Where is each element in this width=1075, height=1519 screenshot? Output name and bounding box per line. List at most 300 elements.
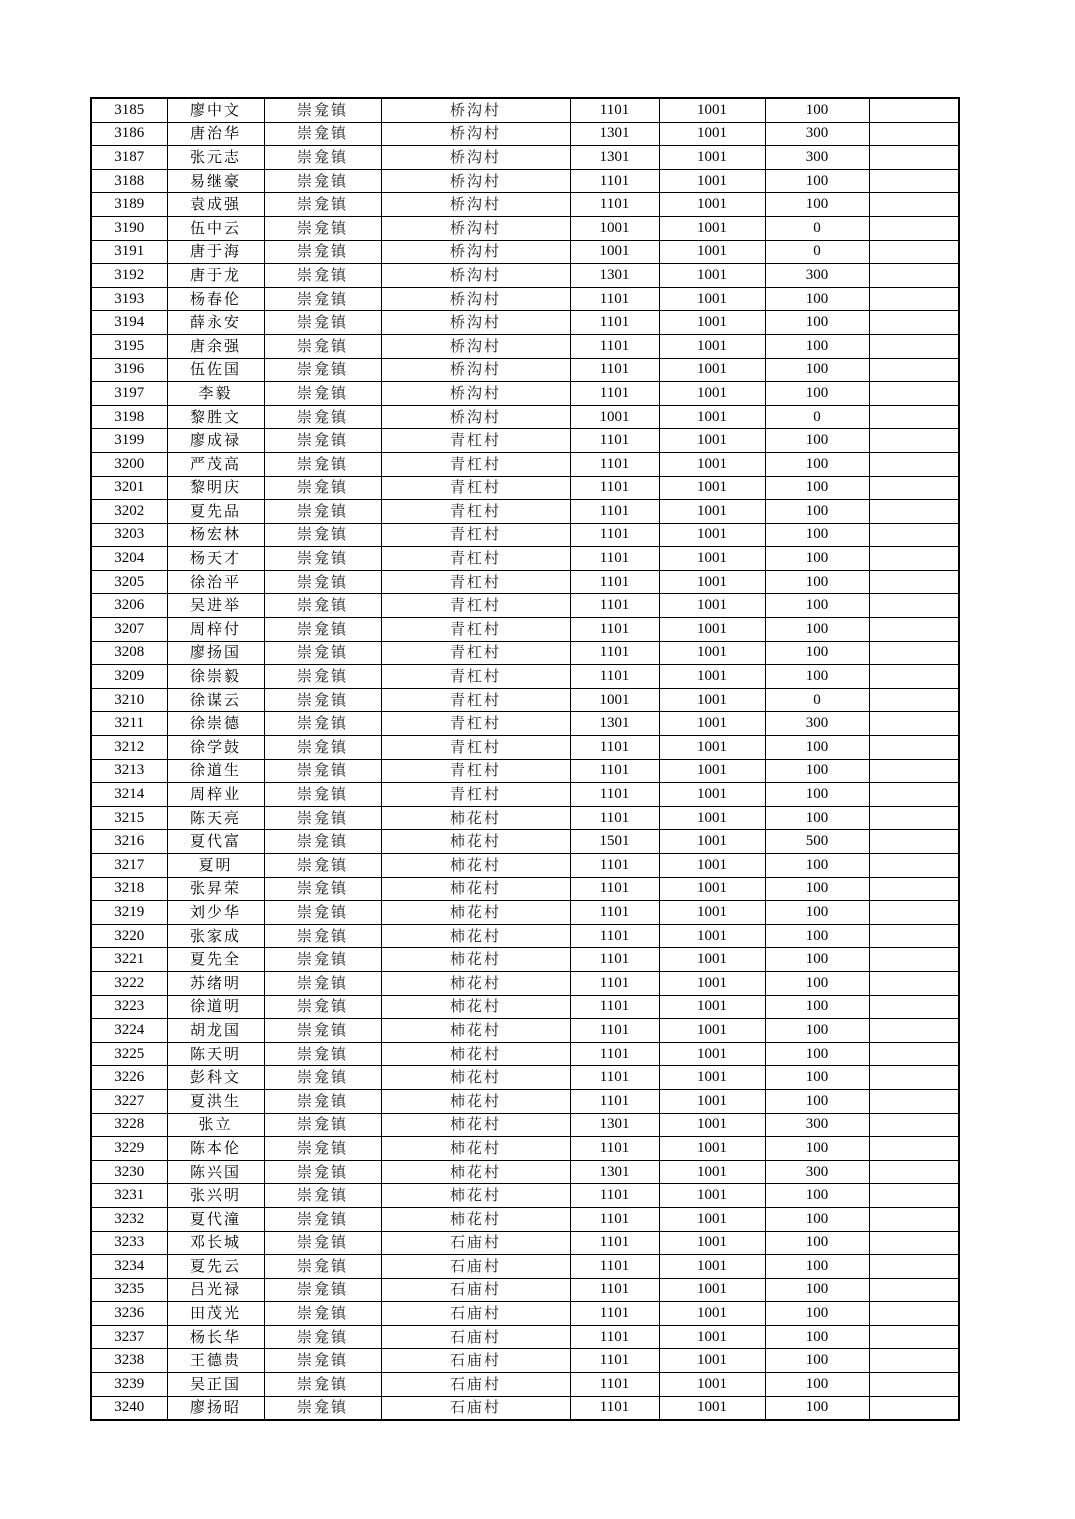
code-2-cell: 1001 [659, 901, 765, 925]
row-number-cell: 3190 [91, 216, 167, 240]
row-number-cell: 3225 [91, 1042, 167, 1066]
name-cell: 胡龙国 [167, 1019, 264, 1043]
row-number-cell: 3206 [91, 594, 167, 618]
village-cell: 桥沟村 [381, 216, 570, 240]
blank-cell [869, 1302, 959, 1326]
amount-cell: 100 [765, 665, 869, 689]
name-cell: 陈天明 [167, 1042, 264, 1066]
blank-cell [869, 1160, 959, 1184]
table-row [91, 264, 959, 288]
table-row [91, 1231, 959, 1255]
row-number-cell: 3200 [91, 452, 167, 476]
amount-cell: 300 [765, 712, 869, 736]
blank-cell [869, 570, 959, 594]
code-2-cell: 1001 [659, 688, 765, 712]
amount-cell: 300 [765, 264, 869, 288]
amount-cell: 100 [765, 1373, 869, 1397]
village-cell: 石庙村 [381, 1302, 570, 1326]
town-cell: 崇龛镇 [264, 264, 381, 288]
code-1-cell: 1101 [570, 476, 659, 500]
blank-cell [869, 358, 959, 382]
code-2-cell: 1001 [659, 641, 765, 665]
table-row [91, 1042, 959, 1066]
code-1-cell: 1101 [570, 1066, 659, 1090]
code-2-cell: 1001 [659, 429, 765, 453]
village-cell: 柿花村 [381, 971, 570, 995]
amount-cell: 100 [765, 358, 869, 382]
code-2-cell: 1001 [659, 665, 765, 689]
amount-cell: 100 [765, 311, 869, 335]
code-1-cell: 1101 [570, 1302, 659, 1326]
town-cell: 崇龛镇 [264, 712, 381, 736]
town-cell: 崇龛镇 [264, 665, 381, 689]
code-1-cell: 1101 [570, 759, 659, 783]
amount-cell: 100 [765, 971, 869, 995]
row-number-cell: 3193 [91, 287, 167, 311]
amount-cell: 100 [765, 1349, 869, 1373]
row-number-cell: 3211 [91, 712, 167, 736]
town-cell: 崇龛镇 [264, 1066, 381, 1090]
code-2-cell: 1001 [659, 995, 765, 1019]
blank-cell [869, 122, 959, 146]
village-cell: 青杠村 [381, 547, 570, 571]
code-2-cell: 1001 [659, 169, 765, 193]
name-cell: 周梓付 [167, 618, 264, 642]
table-row [91, 429, 959, 453]
name-cell: 苏绪明 [167, 971, 264, 995]
code-2-cell: 1001 [659, 1184, 765, 1208]
code-2-cell: 1001 [659, 382, 765, 406]
town-cell: 崇龛镇 [264, 1302, 381, 1326]
amount-cell: 100 [765, 1042, 869, 1066]
village-cell: 桥沟村 [381, 287, 570, 311]
code-2-cell: 1001 [659, 1160, 765, 1184]
village-cell: 柿花村 [381, 806, 570, 830]
code-1-cell: 1101 [570, 1396, 659, 1420]
code-2-cell: 1001 [659, 736, 765, 760]
code-2-cell: 1001 [659, 240, 765, 264]
row-number-cell: 3199 [91, 429, 167, 453]
code-2-cell: 1001 [659, 1019, 765, 1043]
amount-cell: 100 [765, 500, 869, 524]
town-cell: 崇龛镇 [264, 1255, 381, 1279]
village-cell: 柿花村 [381, 854, 570, 878]
town-cell: 崇龛镇 [264, 759, 381, 783]
town-cell: 崇龛镇 [264, 971, 381, 995]
amount-cell: 100 [765, 476, 869, 500]
town-cell: 崇龛镇 [264, 1089, 381, 1113]
town-cell: 崇龛镇 [264, 547, 381, 571]
code-1-cell: 1101 [570, 1325, 659, 1349]
town-cell: 崇龛镇 [264, 500, 381, 524]
amount-cell: 100 [765, 169, 869, 193]
town-cell: 崇龛镇 [264, 122, 381, 146]
name-cell: 张兴明 [167, 1184, 264, 1208]
town-cell: 崇龛镇 [264, 854, 381, 878]
row-number-cell: 3188 [91, 169, 167, 193]
table-row [91, 1184, 959, 1208]
name-cell: 刘少华 [167, 901, 264, 925]
name-cell: 张昇荣 [167, 877, 264, 901]
blank-cell [869, 98, 959, 122]
code-1-cell: 1101 [570, 1278, 659, 1302]
table-row [91, 98, 959, 122]
table-row [91, 948, 959, 972]
blank-cell [869, 547, 959, 571]
amount-cell: 100 [765, 736, 869, 760]
amount-cell: 100 [765, 429, 869, 453]
amount-cell: 100 [765, 1278, 869, 1302]
code-2-cell: 1001 [659, 783, 765, 807]
code-2-cell: 1001 [659, 452, 765, 476]
code-2-cell: 1001 [659, 547, 765, 571]
amount-cell: 100 [765, 547, 869, 571]
table-row [91, 877, 959, 901]
town-cell: 崇龛镇 [264, 1373, 381, 1397]
table-row [91, 287, 959, 311]
row-number-cell: 3217 [91, 854, 167, 878]
name-cell: 唐于海 [167, 240, 264, 264]
village-cell: 桥沟村 [381, 98, 570, 122]
amount-cell: 100 [765, 1207, 869, 1231]
town-cell: 崇龛镇 [264, 1113, 381, 1137]
table-row [91, 1137, 959, 1161]
table-row [91, 1066, 959, 1090]
village-cell: 桥沟村 [381, 146, 570, 170]
name-cell: 易继豪 [167, 169, 264, 193]
row-number-cell: 3233 [91, 1231, 167, 1255]
town-cell: 崇龛镇 [264, 1137, 381, 1161]
amount-cell: 100 [765, 1255, 869, 1279]
name-cell: 彭科文 [167, 1066, 264, 1090]
name-cell: 陈本伦 [167, 1137, 264, 1161]
amount-cell: 100 [765, 948, 869, 972]
blank-cell [869, 523, 959, 547]
amount-cell: 300 [765, 1113, 869, 1137]
code-1-cell: 1101 [570, 523, 659, 547]
blank-cell [869, 783, 959, 807]
name-cell: 徐崇毅 [167, 665, 264, 689]
row-number-cell: 3207 [91, 618, 167, 642]
town-cell: 崇龛镇 [264, 924, 381, 948]
table-row [91, 736, 959, 760]
code-1-cell: 1101 [570, 783, 659, 807]
blank-cell [869, 665, 959, 689]
town-cell: 崇龛镇 [264, 1160, 381, 1184]
table-row [91, 641, 959, 665]
row-number-cell: 3219 [91, 901, 167, 925]
blank-cell [869, 1349, 959, 1373]
table-row [91, 547, 959, 571]
blank-cell [869, 1089, 959, 1113]
code-1-cell: 1101 [570, 1184, 659, 1208]
table-row [91, 405, 959, 429]
blank-cell [869, 901, 959, 925]
row-number-cell: 3231 [91, 1184, 167, 1208]
code-1-cell: 1101 [570, 806, 659, 830]
row-number-cell: 3198 [91, 405, 167, 429]
blank-cell [869, 240, 959, 264]
blank-cell [869, 1255, 959, 1279]
name-cell: 王德贵 [167, 1349, 264, 1373]
code-1-cell: 1001 [570, 405, 659, 429]
table-row [91, 688, 959, 712]
row-number-cell: 3228 [91, 1113, 167, 1137]
name-cell: 夏代富 [167, 830, 264, 854]
code-2-cell: 1001 [659, 523, 765, 547]
blank-cell [869, 1373, 959, 1397]
row-number-cell: 3230 [91, 1160, 167, 1184]
code-2-cell: 1001 [659, 570, 765, 594]
table-row [91, 924, 959, 948]
blank-cell [869, 924, 959, 948]
name-cell: 廖中文 [167, 98, 264, 122]
name-cell: 唐于龙 [167, 264, 264, 288]
village-cell: 石庙村 [381, 1396, 570, 1420]
amount-cell: 100 [765, 924, 869, 948]
row-number-cell: 3209 [91, 665, 167, 689]
town-cell: 崇龛镇 [264, 1325, 381, 1349]
table-row [91, 854, 959, 878]
village-cell: 青杠村 [381, 476, 570, 500]
table-row [91, 476, 959, 500]
name-cell: 徐谋云 [167, 688, 264, 712]
table-row [91, 806, 959, 830]
code-1-cell: 1101 [570, 594, 659, 618]
code-2-cell: 1001 [659, 712, 765, 736]
row-number-cell: 3205 [91, 570, 167, 594]
name-cell: 黎胜文 [167, 405, 264, 429]
code-2-cell: 1001 [659, 1137, 765, 1161]
village-cell: 桥沟村 [381, 358, 570, 382]
town-cell: 崇龛镇 [264, 830, 381, 854]
name-cell: 陈天亮 [167, 806, 264, 830]
code-2-cell: 1001 [659, 759, 765, 783]
name-cell: 夏先全 [167, 948, 264, 972]
name-cell: 唐余强 [167, 334, 264, 358]
code-2-cell: 1001 [659, 216, 765, 240]
row-number-cell: 3194 [91, 311, 167, 335]
name-cell: 廖扬昭 [167, 1396, 264, 1420]
village-cell: 青杠村 [381, 452, 570, 476]
code-1-cell: 1301 [570, 712, 659, 736]
code-2-cell: 1001 [659, 311, 765, 335]
row-number-cell: 3235 [91, 1278, 167, 1302]
village-cell: 柿花村 [381, 1019, 570, 1043]
table-row [91, 358, 959, 382]
table-row [91, 169, 959, 193]
row-number-cell: 3236 [91, 1302, 167, 1326]
amount-cell: 300 [765, 122, 869, 146]
code-2-cell: 1001 [659, 500, 765, 524]
town-cell: 崇龛镇 [264, 570, 381, 594]
table-row [91, 1160, 959, 1184]
code-1-cell: 1101 [570, 382, 659, 406]
town-cell: 崇龛镇 [264, 641, 381, 665]
name-cell: 田茂光 [167, 1302, 264, 1326]
table-row [91, 665, 959, 689]
town-cell: 崇龛镇 [264, 736, 381, 760]
code-2-cell: 1001 [659, 1349, 765, 1373]
village-cell: 石庙村 [381, 1278, 570, 1302]
village-cell: 青杠村 [381, 665, 570, 689]
blank-cell [869, 287, 959, 311]
village-cell: 柿花村 [381, 901, 570, 925]
code-1-cell: 1301 [570, 1160, 659, 1184]
village-cell: 青杠村 [381, 736, 570, 760]
town-cell: 崇龛镇 [264, 311, 381, 335]
row-number-cell: 3185 [91, 98, 167, 122]
amount-cell: 100 [765, 1184, 869, 1208]
amount-cell: 100 [765, 287, 869, 311]
village-cell: 柿花村 [381, 1042, 570, 1066]
blank-cell [869, 712, 959, 736]
code-2-cell: 1001 [659, 1207, 765, 1231]
blank-cell [869, 264, 959, 288]
blank-cell [869, 476, 959, 500]
table-row [91, 334, 959, 358]
code-1-cell: 1101 [570, 169, 659, 193]
code-1-cell: 1101 [570, 1042, 659, 1066]
table-row [91, 1255, 959, 1279]
village-cell: 青杠村 [381, 712, 570, 736]
name-cell: 夏先云 [167, 1255, 264, 1279]
table-row [91, 1278, 959, 1302]
amount-cell: 100 [765, 193, 869, 217]
town-cell: 崇龛镇 [264, 1019, 381, 1043]
amount-cell: 100 [765, 641, 869, 665]
town-cell: 崇龛镇 [264, 287, 381, 311]
town-cell: 崇龛镇 [264, 1231, 381, 1255]
code-1-cell: 1101 [570, 877, 659, 901]
row-number-cell: 3208 [91, 641, 167, 665]
code-2-cell: 1001 [659, 618, 765, 642]
code-1-cell: 1101 [570, 924, 659, 948]
town-cell: 崇龛镇 [264, 995, 381, 1019]
town-cell: 崇龛镇 [264, 688, 381, 712]
row-number-cell: 3192 [91, 264, 167, 288]
amount-cell: 100 [765, 1066, 869, 1090]
village-cell: 青杠村 [381, 429, 570, 453]
blank-cell [869, 1207, 959, 1231]
blank-cell [869, 688, 959, 712]
table-row [91, 1302, 959, 1326]
name-cell: 廖扬国 [167, 641, 264, 665]
code-2-cell: 1001 [659, 405, 765, 429]
name-cell: 薛永安 [167, 311, 264, 335]
name-cell: 夏明 [167, 854, 264, 878]
row-number-cell: 3196 [91, 358, 167, 382]
row-number-cell: 3214 [91, 783, 167, 807]
code-1-cell: 1101 [570, 1373, 659, 1397]
code-2-cell: 1001 [659, 334, 765, 358]
code-1-cell: 1301 [570, 122, 659, 146]
amount-cell: 100 [765, 594, 869, 618]
table-body [91, 98, 959, 1420]
village-cell: 青杠村 [381, 618, 570, 642]
town-cell: 崇龛镇 [264, 1396, 381, 1420]
table-row [91, 122, 959, 146]
blank-cell [869, 1137, 959, 1161]
code-1-cell: 1101 [570, 901, 659, 925]
amount-cell: 100 [765, 783, 869, 807]
row-number-cell: 3223 [91, 995, 167, 1019]
table-row [91, 216, 959, 240]
name-cell: 吕光禄 [167, 1278, 264, 1302]
data-table [90, 97, 960, 1421]
code-1-cell: 1301 [570, 146, 659, 170]
name-cell: 周梓业 [167, 783, 264, 807]
code-1-cell: 1101 [570, 570, 659, 594]
village-cell: 石庙村 [381, 1373, 570, 1397]
code-1-cell: 1101 [570, 854, 659, 878]
blank-cell [869, 854, 959, 878]
name-cell: 杨宏林 [167, 523, 264, 547]
code-2-cell: 1001 [659, 594, 765, 618]
code-1-cell: 1101 [570, 500, 659, 524]
blank-cell [869, 405, 959, 429]
table-row [91, 1207, 959, 1231]
amount-cell: 100 [765, 1089, 869, 1113]
row-number-cell: 3234 [91, 1255, 167, 1279]
row-number-cell: 3221 [91, 948, 167, 972]
name-cell: 陈兴国 [167, 1160, 264, 1184]
code-1-cell: 1001 [570, 216, 659, 240]
name-cell: 徐道生 [167, 759, 264, 783]
name-cell: 唐治华 [167, 122, 264, 146]
blank-cell [869, 1113, 959, 1137]
code-2-cell: 1001 [659, 358, 765, 382]
table-row [91, 594, 959, 618]
blank-cell [869, 971, 959, 995]
table-row [91, 759, 959, 783]
code-2-cell: 1001 [659, 1042, 765, 1066]
town-cell: 崇龛镇 [264, 358, 381, 382]
name-cell: 徐崇德 [167, 712, 264, 736]
row-number-cell: 3222 [91, 971, 167, 995]
village-cell: 柿花村 [381, 830, 570, 854]
code-2-cell: 1001 [659, 98, 765, 122]
row-number-cell: 3227 [91, 1089, 167, 1113]
blank-cell [869, 1019, 959, 1043]
name-cell: 李毅 [167, 382, 264, 406]
village-cell: 青杠村 [381, 523, 570, 547]
code-2-cell: 1001 [659, 287, 765, 311]
code-1-cell: 1101 [570, 98, 659, 122]
blank-cell [869, 594, 959, 618]
village-cell: 青杠村 [381, 641, 570, 665]
amount-cell: 100 [765, 759, 869, 783]
town-cell: 崇龛镇 [264, 334, 381, 358]
table-row [91, 783, 959, 807]
town-cell: 崇龛镇 [264, 1207, 381, 1231]
village-cell: 桥沟村 [381, 382, 570, 406]
amount-cell: 100 [765, 877, 869, 901]
code-1-cell: 1101 [570, 1089, 659, 1113]
blank-cell [869, 146, 959, 170]
town-cell: 崇龛镇 [264, 1184, 381, 1208]
village-cell: 青杠村 [381, 783, 570, 807]
table-row [91, 193, 959, 217]
town-cell: 崇龛镇 [264, 783, 381, 807]
table-row [91, 1113, 959, 1137]
blank-cell [869, 995, 959, 1019]
table-row [91, 1019, 959, 1043]
name-cell: 夏代潼 [167, 1207, 264, 1231]
blank-cell [869, 736, 959, 760]
row-number-cell: 3238 [91, 1349, 167, 1373]
code-1-cell: 1101 [570, 641, 659, 665]
